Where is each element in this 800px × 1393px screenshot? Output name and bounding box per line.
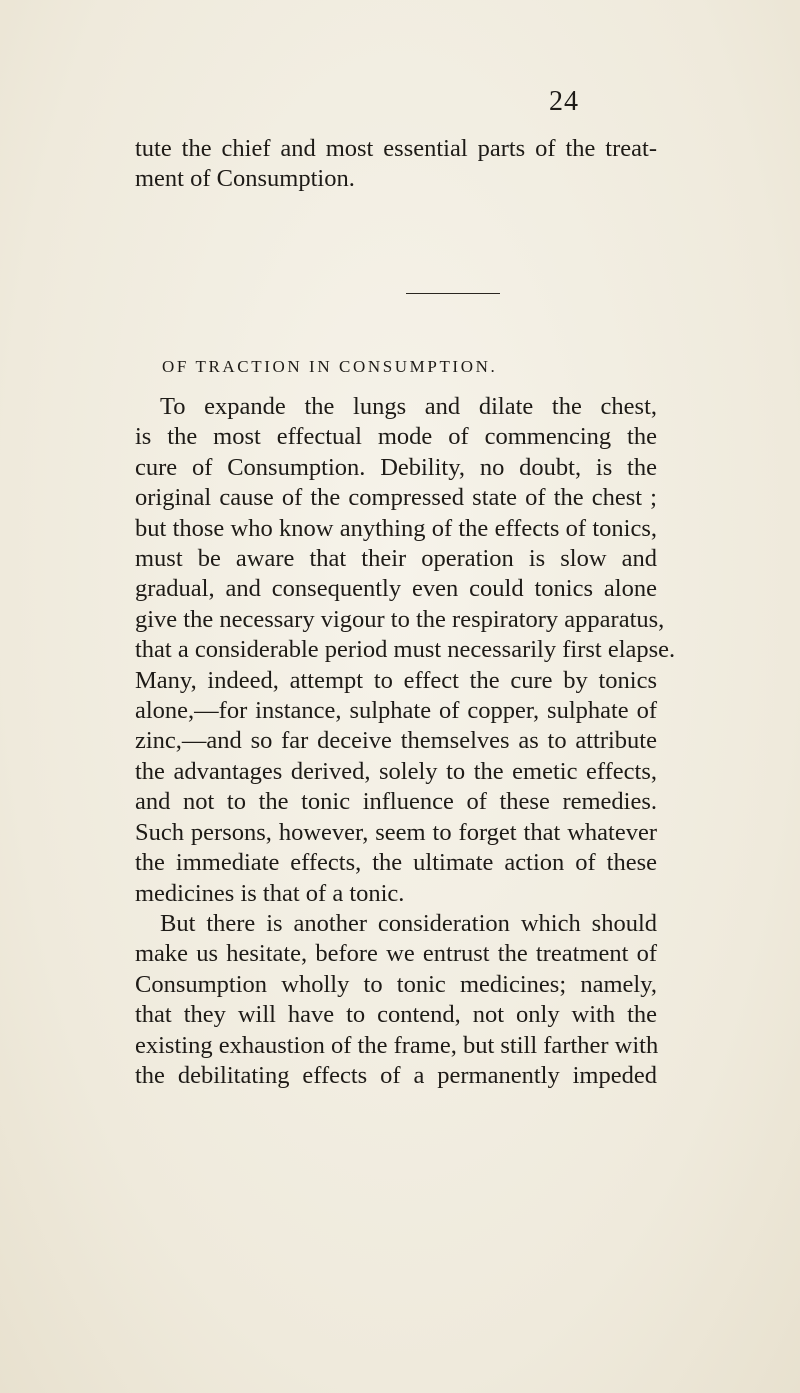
text-line: must be aware that their operation is slow and	[135, 545, 657, 573]
text-line: the debilitating effects of a permanently impeded	[135, 1061, 657, 1089]
text-line: Consumption wholly to tonic medicines; namely,	[135, 970, 657, 998]
text-line: that a considerable period must necessarily first elapse.	[135, 636, 676, 664]
text-line: make us hesitate, before we entrust the treatment of	[135, 940, 657, 968]
text-line: cure of Consumption. Debility, no doubt, is the	[135, 453, 657, 481]
text-line: medicines is that of a tonic.	[135, 879, 405, 907]
text-line: But there is another consideration which should	[160, 909, 657, 937]
text-line: zinc,—and so far deceive themselves as to attribute	[135, 727, 657, 755]
text-line: tute the chief and most essential parts of the treat-	[135, 135, 657, 162]
intro-paragraph	[135, 134, 657, 195]
text-line: the immediate effects, the ultimate action of these	[135, 849, 657, 877]
text-line: the advantages derived, solely to the emetic effects,	[135, 757, 657, 785]
text-line: alone,—for instance, sulphate of copper, sulphate of	[135, 697, 657, 725]
text-line: Such persons, however, seem to forget that whatever	[135, 818, 657, 846]
body-text	[135, 392, 676, 1091]
text-line: that they will have to contend, not only with the	[135, 1001, 657, 1029]
text-line: give the necessary vigour to the respiratory apparatus,	[135, 605, 665, 633]
page-number: 24	[549, 86, 579, 117]
section-divider	[406, 293, 500, 294]
text-line: ment of Consumption.	[135, 165, 355, 193]
text-line: but those who know anything of the effects of tonics,	[135, 514, 657, 542]
section-heading: OF TRACTION IN CONSUMPTION.	[162, 357, 498, 376]
text-line: gradual, and consequently even could tonics alone	[135, 575, 657, 603]
text-line: is the most effectual mode of commencing the	[135, 423, 657, 451]
text-line: Many, indeed, attempt to effect the cure by tonics	[135, 666, 657, 694]
text-line: To expande the lungs and dilate the chest,	[160, 393, 657, 420]
text-line: existing exhaustion of the frame, but still farther with	[135, 1031, 659, 1059]
text-line: and not to the tonic influence of these remedies.	[135, 788, 657, 816]
text-line: original cause of the compressed state of the chest ;	[135, 484, 657, 512]
